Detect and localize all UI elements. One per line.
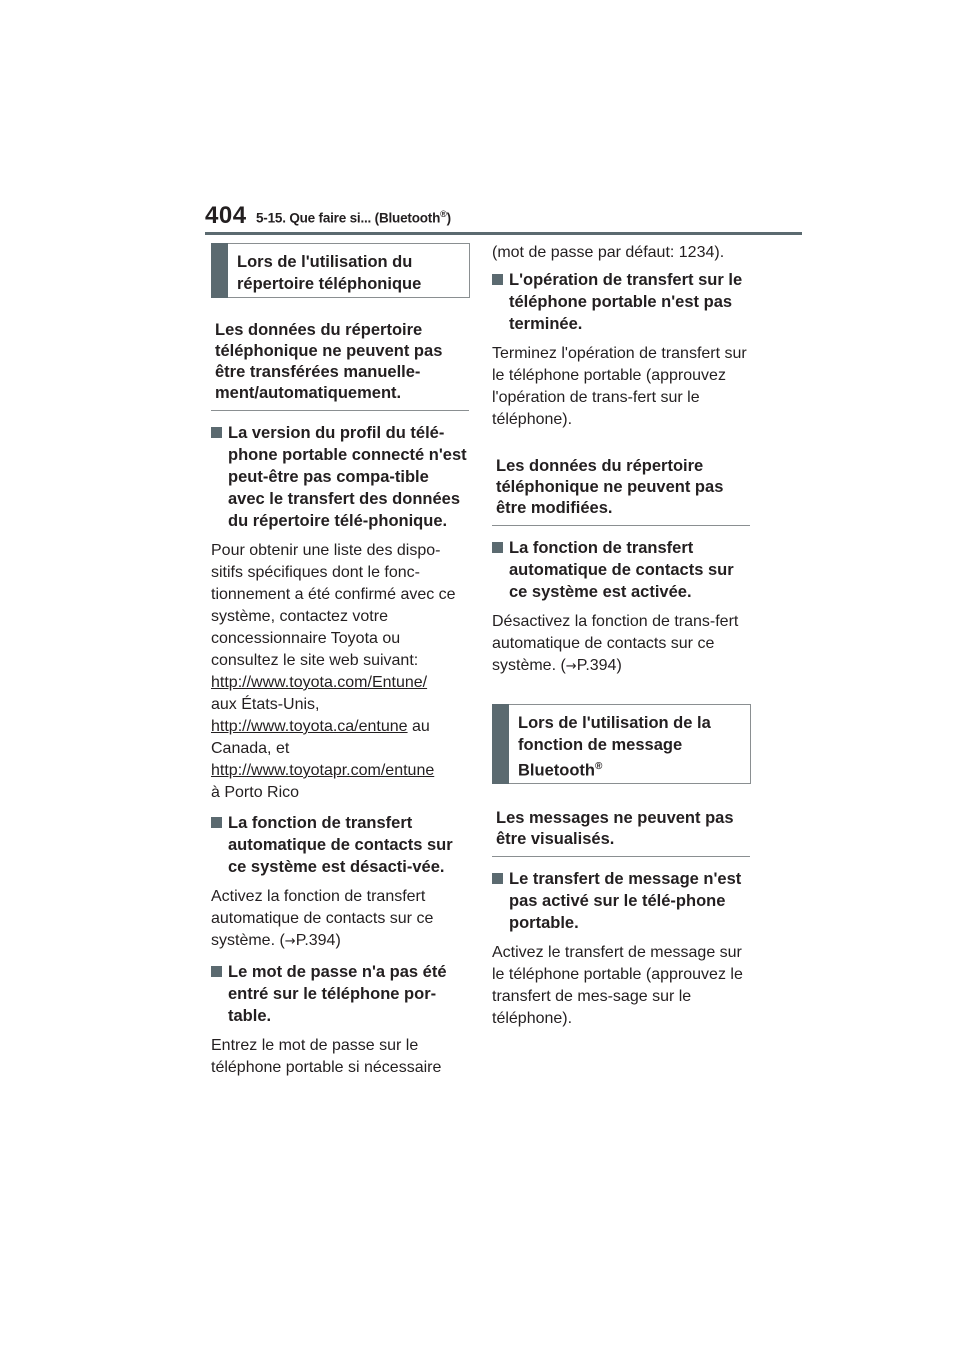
item-text-password: Entrez le mot de passe sur le téléphone portable si nécessaire	[211, 1037, 442, 1076]
arrow-right-icon: →	[284, 934, 296, 949]
link-ca[interactable]: http://www.toyota.ca/entune	[211, 718, 408, 735]
square-bullet-icon	[211, 817, 222, 828]
sub-heading-messages: Les messages ne peuvent pas être visualisés.	[492, 808, 750, 857]
item-heading-auto-transfer-on: La fonction de transfert automatique de contacts sur ce système est activée.	[492, 537, 750, 603]
page-header	[205, 198, 802, 238]
item-text-auto-transfer-on: Désactivez la fonction de trans-fert automatique de contacts sur ce système. (→P.394)	[492, 613, 739, 674]
section-title: 5-15. Que faire si... (Bluetooth®)	[256, 209, 451, 226]
item-text-transfer-incomplete: Terminez l'opération de transfert sur le téléphone portable (approuvez l'opération de trans-fert sur le téléphone).	[492, 345, 747, 428]
page-reference-link[interactable]: P.394)	[576, 657, 622, 674]
item-text-auto-transfer-off: Activez la fonction de transfert automatique de contacts sur ce système. (→P.394)	[211, 888, 434, 949]
square-bullet-icon	[492, 274, 503, 285]
box-heading-phonebook: Lors de l'utilisation du répertoire téléphonique	[211, 243, 470, 298]
header-rule	[205, 232, 802, 235]
right-column	[492, 243, 750, 1030]
square-bullet-icon	[492, 542, 503, 553]
item-heading-password: Le mot de passe n'a pas été entré sur le téléphone por-table.	[211, 961, 469, 1027]
link-pr[interactable]: http://www.toyotapr.com/entune	[211, 762, 435, 779]
box-heading-message: Lors de l'utilisation de la fonction de message Bluetooth®	[492, 704, 751, 784]
sub-heading-transfer: Les données du répertoire téléphonique ne peuvent pas être transférées manuelle-ment/automatiquement.	[211, 320, 469, 411]
item-heading-auto-transfer-off: La fonction de transfert automatique de contacts sur ce système est désacti-vée.	[211, 812, 469, 878]
left-column	[211, 243, 469, 1079]
item-heading-message-transfer: Le transfert de message n'est pas activé sur le télé-phone portable.	[492, 868, 750, 934]
page-reference-link[interactable]: P.394)	[295, 932, 341, 949]
square-bullet-icon	[211, 966, 222, 977]
square-bullet-icon	[211, 427, 222, 438]
page-number: 404	[205, 202, 247, 229]
item-heading-transfer-incomplete: L'opération de transfert sur le téléphone portable n'est pas terminée.	[492, 269, 750, 335]
sub-heading-edit: Les données du répertoire téléphonique ne peuvent pas être modifiées.	[492, 456, 750, 526]
item-heading-profile: La version du profil du télé-phone portable connecté n'est peut-être pas compa-tible avec le transfert des données du répertoire télé-phonique.	[211, 422, 469, 532]
continued-text: (mot de passe par défaut: 1234).	[492, 244, 725, 261]
link-us[interactable]: http://www.toyota.com/Entune/	[211, 674, 428, 691]
item-text-profile: Pour obtenir une liste des dispo-sitifs spécifiques dont le fonc-tionnement a été confirmé avec ce système, contactez votre concessionnaire Toyota ou consultez le site web suivant: http://www.toyota.com/Entune/ aux États-Unis, http://www.toyota.ca/entune au Canada, et http://www.toyotapr.com/entune à Porto Rico	[211, 542, 456, 801]
item-text-message-transfer: Activez le transfert de message sur le téléphone portable (approuvez le transfert de mes-sage sur le téléphone).	[492, 944, 743, 1027]
arrow-right-icon: →	[565, 659, 577, 674]
square-bullet-icon	[492, 873, 503, 884]
